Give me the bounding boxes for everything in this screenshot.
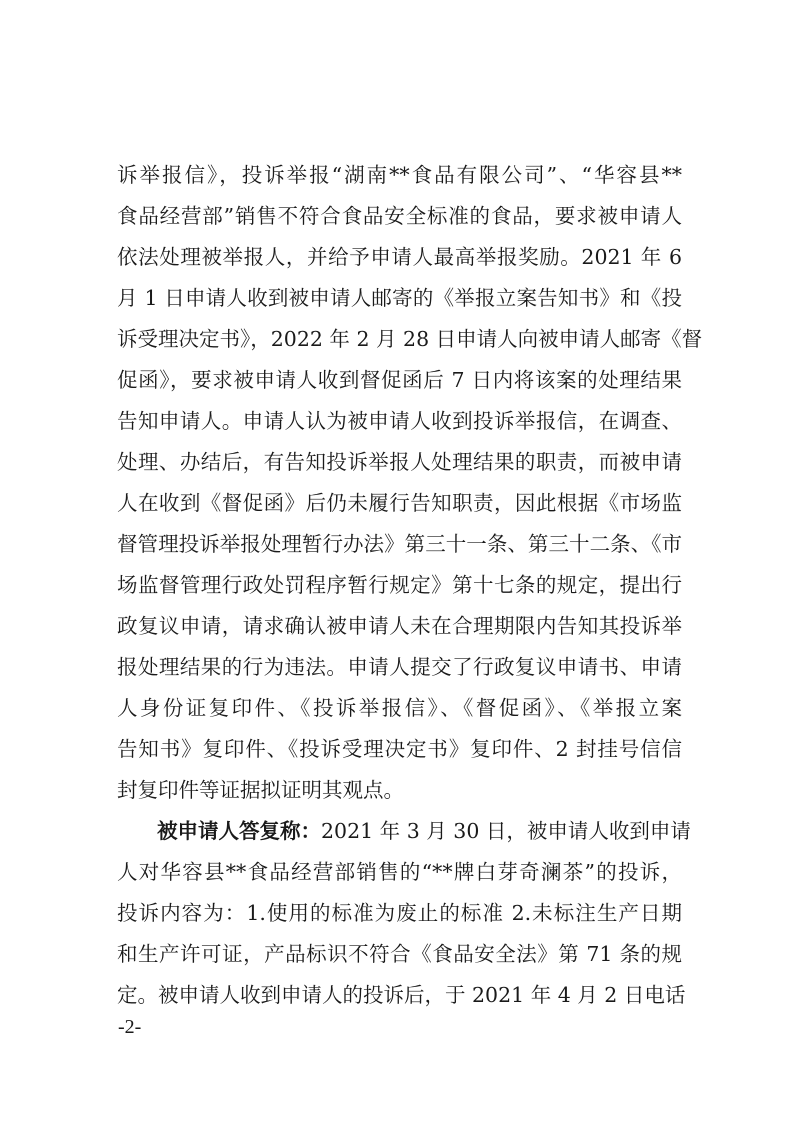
body-line: 促函》，要求被申请人收到督促函后 7 日内将该案的处理结果 [117,368,682,392]
respondent-paragraph-first-line [157,814,691,848]
respondent-heading: 被申请人答复称： [157,819,321,843]
body-line: 月 1 日申请人收到被申请人邮寄的《举报立案告知书》和《投 [117,286,682,310]
body-line: 场监督管理行政处罚程序暂行规定》第十七条的规定，提出行 [117,573,682,597]
body-line: 报处理结果的行为违法。申请人提交了行政复议申请书、申请 [117,655,682,679]
body-line: 食品经营部”销售不符合食品安全标准的食品，要求被申请人 [117,204,682,228]
body-line: 告知申请人。申请人认为被申请人收到投诉举报信，在调查、 [117,409,682,433]
body-line: 依法处理被举报人，并给予申请人最高举报奖励。2021 年 6 [117,245,682,269]
body-line: 告知书》复印件、《投诉受理决定书》复印件、2 封挂号信信 [117,737,682,761]
body-line: 和生产许可证，产品标识不符合《食品安全法》第 71 条的规 [117,942,682,966]
body-line: 投诉内容为：1.使用的标准为废止的标准 2.未标注生产日期 [117,901,682,925]
body-line: 诉受理决定书》，2022 年 2 月 28 日申请人向被申请人邮寄《督 [117,327,703,351]
body-line: 处理、办结后，有告知投诉举报人处理结果的职责，而被申请 [117,450,682,474]
body-line: 人在收到《督促函》后仍未履行告知职责，因此根据《市场监 [117,491,682,515]
body-line: 定。被申请人收到申请人的投诉后，于 2021 年 4 月 2 日电话 [117,983,686,1007]
body-line: 政复议申请，请求确认被申请人未在合理期限内告知其投诉举 [117,614,682,638]
body-line: 人对华容县**食品经营部销售的“**牌白芽奇澜茶”的投诉， [117,860,682,884]
body-line: 封复印件等证据拟证明其观点。 [117,778,404,802]
body-line: 人身份证复印件、《投诉举报信》、《督促函》、《举报立案 [117,696,682,720]
respondent-first-line-text: 2021 年 3 月 30 日，被申请人收到申请 [321,819,691,843]
body-line: 督管理投诉举报处理暂行办法》第三十一条、第三十二条、《市 [117,532,682,556]
page-number: -2- [118,1016,142,1038]
body-line: 诉举报信》，投诉举报“湖南**食品有限公司”、“华容县** [117,163,682,187]
